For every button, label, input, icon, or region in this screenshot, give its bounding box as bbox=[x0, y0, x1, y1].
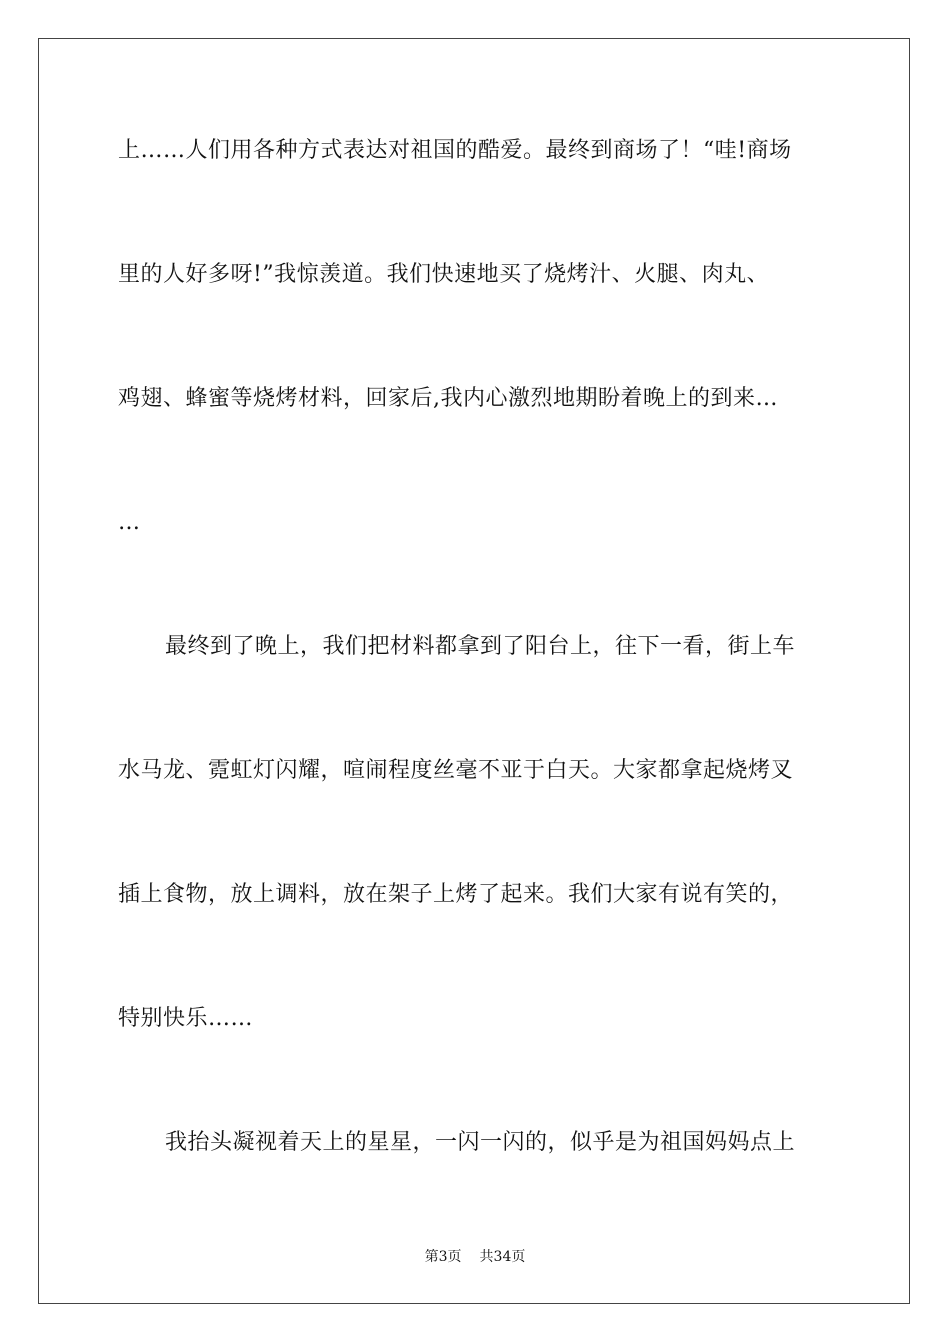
paragraph-line: 里的人好多呀!”我惊羡道。我们快速地买了烧烤汁、火腿、肉丸、 bbox=[118, 262, 770, 287]
paragraph-line: 水马龙、霓虹灯闪耀，喧闹程度丝毫不亚于白天。大家都拿起烧烤叉 bbox=[118, 758, 794, 783]
paragraph-line: 插上食物，放上调料，放在架子上烤了起来。我们大家有说有笑的， bbox=[118, 882, 794, 907]
paragraph-line: 特别快乐…… bbox=[118, 1006, 254, 1031]
paragraph-line: 上……人们用各种方式表达对祖国的酷爱。最终到商场了！“哇!商场 bbox=[118, 138, 792, 163]
paragraph-line: 最终到了晚上，我们把材料都拿到了阳台上，往下一看，街上车 bbox=[165, 634, 796, 659]
paragraph-line: … bbox=[118, 510, 141, 535]
page-number: 第3页 bbox=[424, 1249, 462, 1265]
paragraph-line: 鸡翅、蜂蜜等烧烤材料，回家后,我内心激烈地期盼着晚上的到来… bbox=[118, 386, 778, 411]
page-footer bbox=[0, 1247, 950, 1267]
paragraph-line: 我抬头凝视着天上的星星，一闪一闪的，似乎是为祖国妈妈点上 bbox=[165, 1130, 796, 1155]
page-frame bbox=[38, 38, 910, 1304]
page-total: 共34页 bbox=[479, 1249, 526, 1265]
